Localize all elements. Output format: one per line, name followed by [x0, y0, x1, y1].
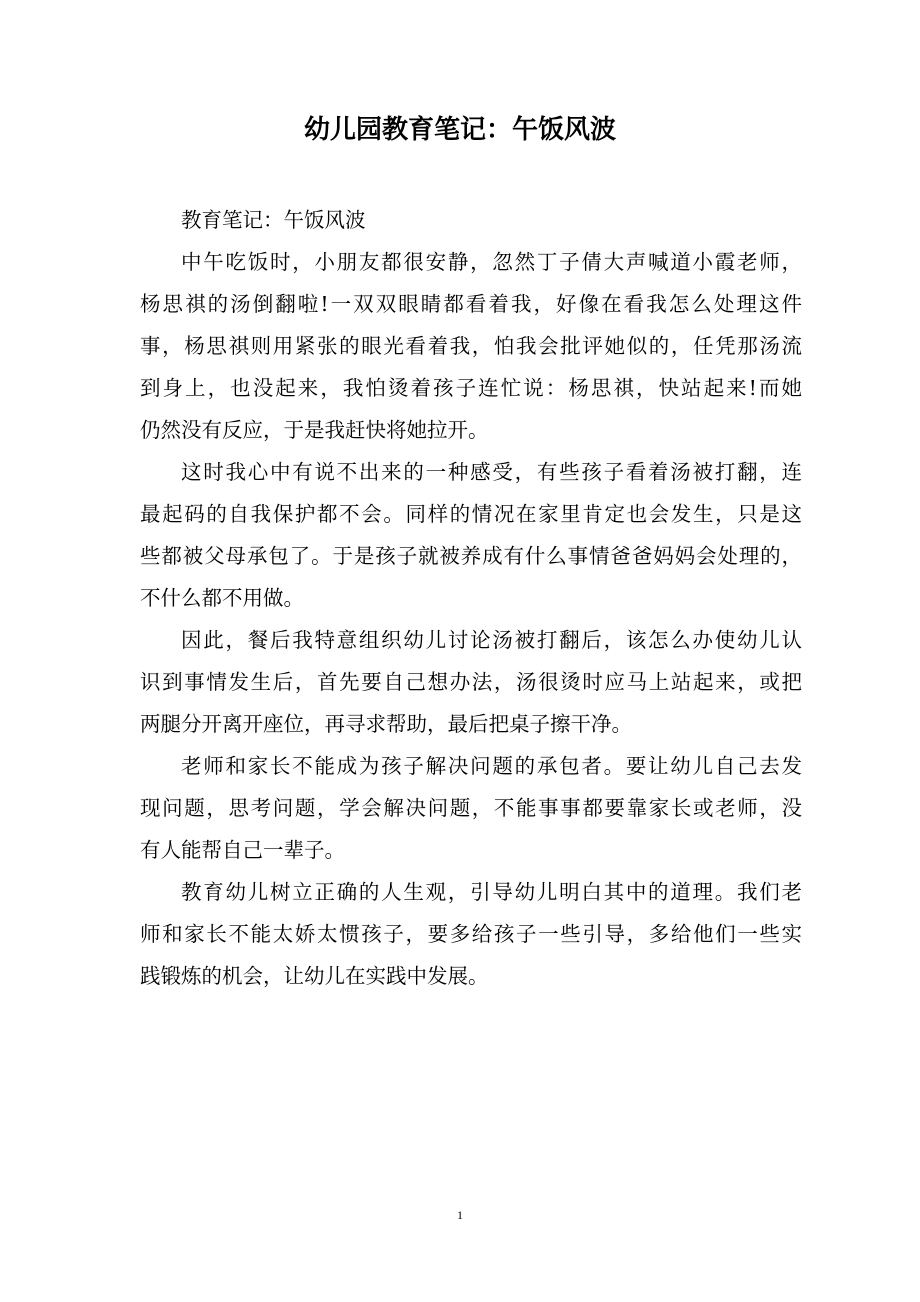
paragraph-line: 教育幼儿树立正确的人生观，引导幼儿明白其中的道理。我们老: [181, 880, 802, 904]
paragraph-line: 杨思祺的汤倒翻啦!一双双眼睛都看着我，好像在看我怎么处理这件: [140, 292, 802, 316]
paragraph-line: 最起码的自我保护都不会。同样的情况在家里肯定也会发生，只是这: [140, 502, 802, 526]
paragraph-line: 不什么都不用做。: [140, 586, 304, 610]
paragraph: [140, 451, 802, 619]
page-number: 1: [457, 1208, 463, 1222]
document-body: [140, 199, 802, 997]
paragraph-line: 教育笔记：午饭风波: [181, 208, 366, 232]
document-title: 幼儿园教育笔记：午饭风波: [303, 115, 616, 145]
paragraph: [140, 241, 802, 451]
paragraph-line: 些都被父母承包了。于是孩子就被养成有什么事情爸爸妈妈会处理的，: [140, 544, 802, 568]
paragraph: [140, 871, 802, 997]
paragraph-line: 到身上，也没起来，我怕烫着孩子连忙说：杨思祺，快站起来!而她: [140, 376, 802, 400]
paragraph-line: 老师和家长不能成为孩子解决问题的承包者。要让幼儿自己去发: [181, 754, 802, 778]
paragraph-line: 现问题，思考问题，学会解决问题，不能事事都要靠家长或老师，没: [140, 796, 802, 820]
paragraph-line: 仍然没有反应，于是我赶快将她拉开。: [140, 418, 489, 442]
paragraph-line: 两腿分开离开座位，再寻求帮助，最后把桌子擦干净。: [140, 712, 632, 736]
paragraph: [140, 199, 802, 241]
paragraph: [140, 745, 802, 871]
paragraph-line: 事，杨思祺则用紧张的眼光看着我，怕我会批评她似的，任凭那汤流: [140, 334, 802, 358]
paragraph-line: 践锻炼的机会，让幼儿在实践中发展。: [140, 964, 489, 988]
paragraph-line: 师和家长不能太娇太惯孩子，要多给孩子一些引导，多给他们一些实: [140, 922, 802, 946]
paragraph-line: 有人能帮自己一辈子。: [140, 838, 345, 862]
paragraph: [140, 619, 802, 745]
paragraph-line: 中午吃饭时，小朋友都很安静，忽然丁子倩大声喊道小霞老师，: [181, 250, 802, 274]
paragraph-line: 这时我心中有说不出来的一种感受，有些孩子看着汤被打翻，连: [181, 460, 802, 484]
paragraph-line: 识到事情发生后，首先要自己想办法，汤很烫时应马上站起来，或把: [140, 670, 802, 694]
paragraph-line: 因此，餐后我特意组织幼儿讨论汤被打翻后，该怎么办使幼儿认: [181, 628, 802, 652]
